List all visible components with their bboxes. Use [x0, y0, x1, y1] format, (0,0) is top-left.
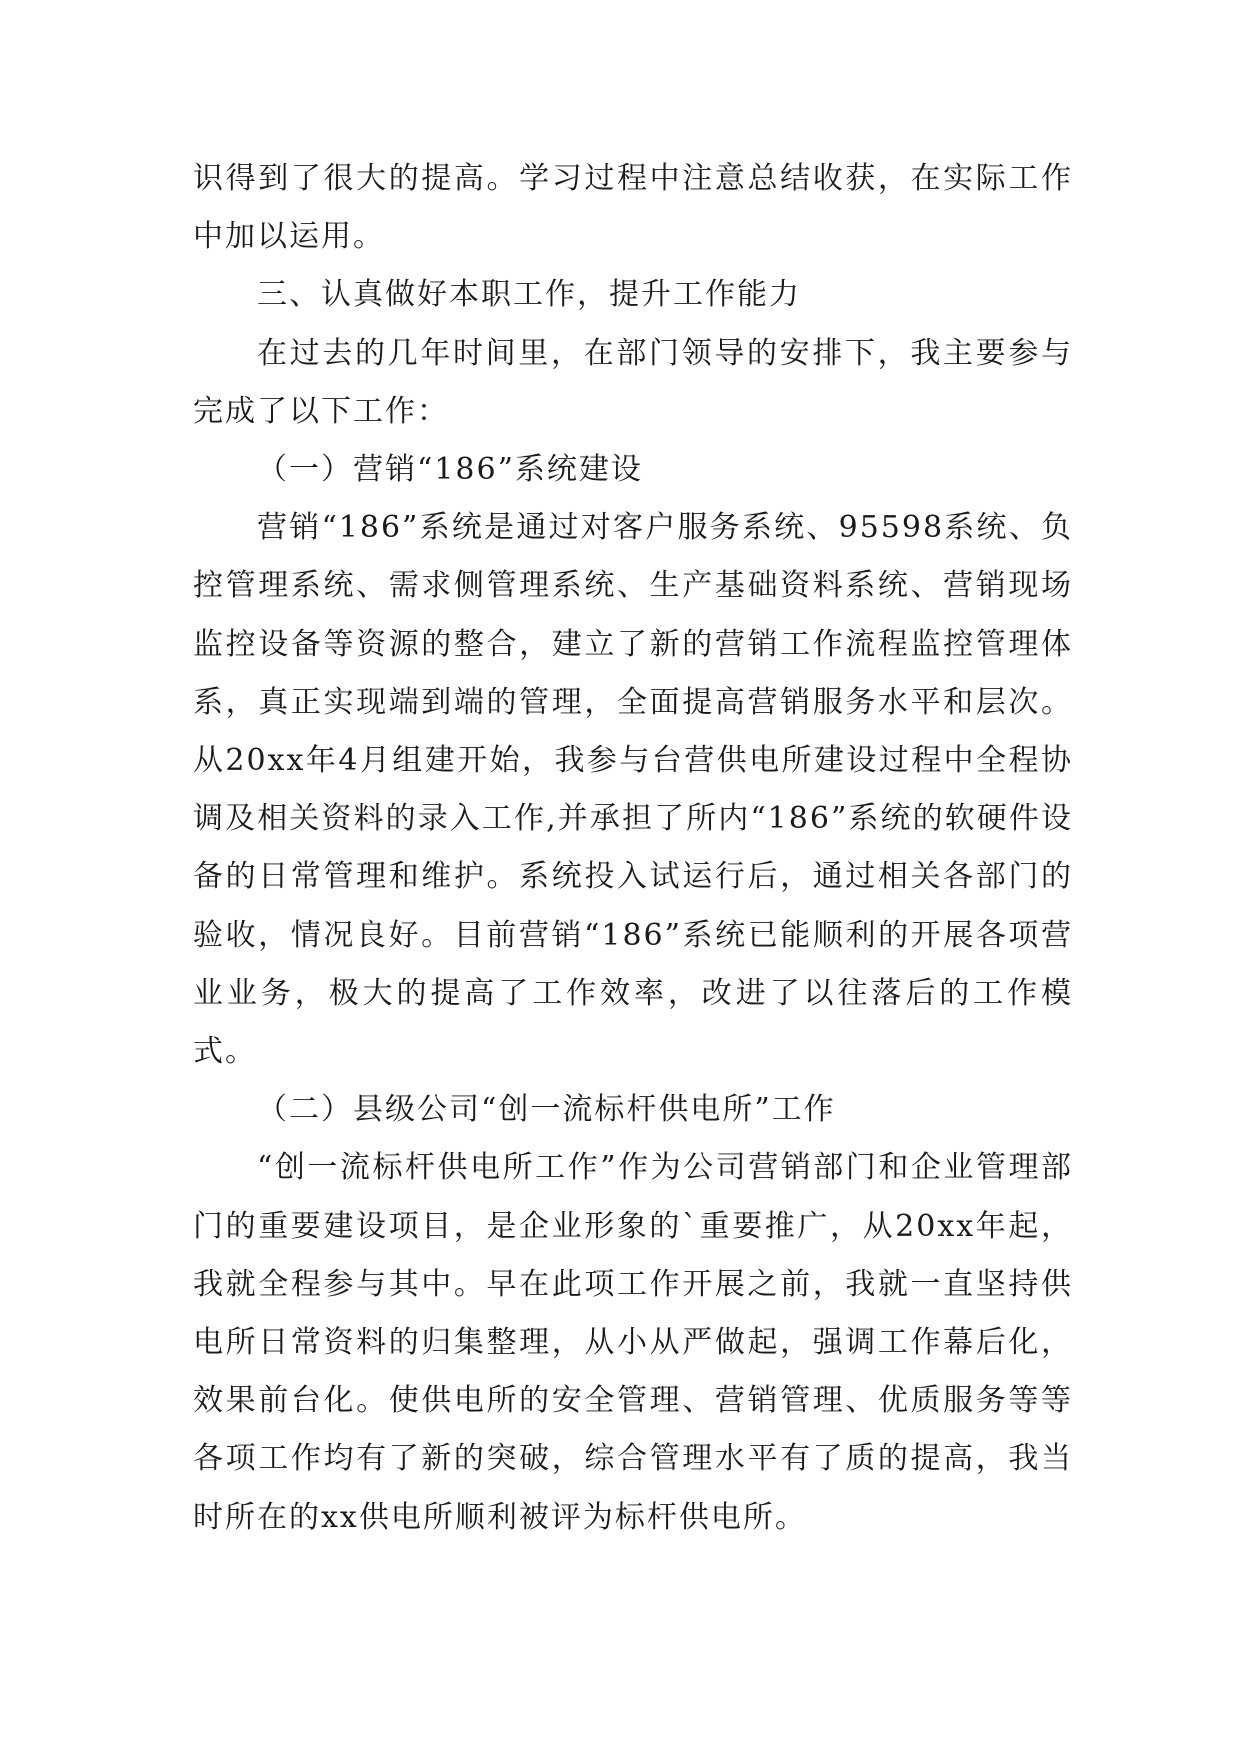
paragraph-186-system: 营销“186”系统是通过对客户服务系统、95598系统、负控管理系统、需求侧管理系统、生产基础资料系统、营销现场监控设备等资源的整合，建立了新的营销工作流程监控管理体系，真正实现端到端的管理，全面提高营销服务水平和层次。从20xx年4月组建开始，我参与台营供电所建设过程中全程协调及相关资料的录入工作,并承担了所内“186”系统的软硬件设备的日常管理和维护。系统投入试运行后，通过相关各部门的验收，情况良好。目前营销“186”系统已能顺利的开展各项营业业务，极大的提高了工作效率，改进了以往落后的工作模式。 — [193, 510, 1073, 1070]
paragraph-benchmark: “创一流标杆供电所工作”作为公司营销部门和企业管理部门的重要建设项目，是企业形象的`重要推广，从20xx年起，我就全程参与其中。早在此项工作开展之前，我就一直坚持供电所日常资料的归集整理，从小从严做起，强调工作幕后化，效果前台化。使供电所的安全管理、营销管理、优质服务等等各项工作均有了新的突破，综合管理水平有了质的提高，我当时所在的xx供电所顺利被评为标杆供电所。 — [193, 1150, 1073, 1535]
subheading-1: （一）营销“186”系统建设 — [257, 452, 643, 488]
paragraph-continuation: 识得到了很大的提高。学习过程中注意总结收获，在实际工作中加以运用。 — [193, 161, 1073, 255]
document-body — [193, 150, 1073, 1547]
section-heading-3: 三、认真做好本职工作，提升工作能力 — [257, 277, 801, 313]
paragraph-intro: 在过去的几年时间里，在部门领导的安排下，我主要参与完成了以下工作： — [193, 335, 1073, 429]
subheading-2: （二）县级公司“创一流标杆供电所”工作 — [257, 1092, 836, 1128]
